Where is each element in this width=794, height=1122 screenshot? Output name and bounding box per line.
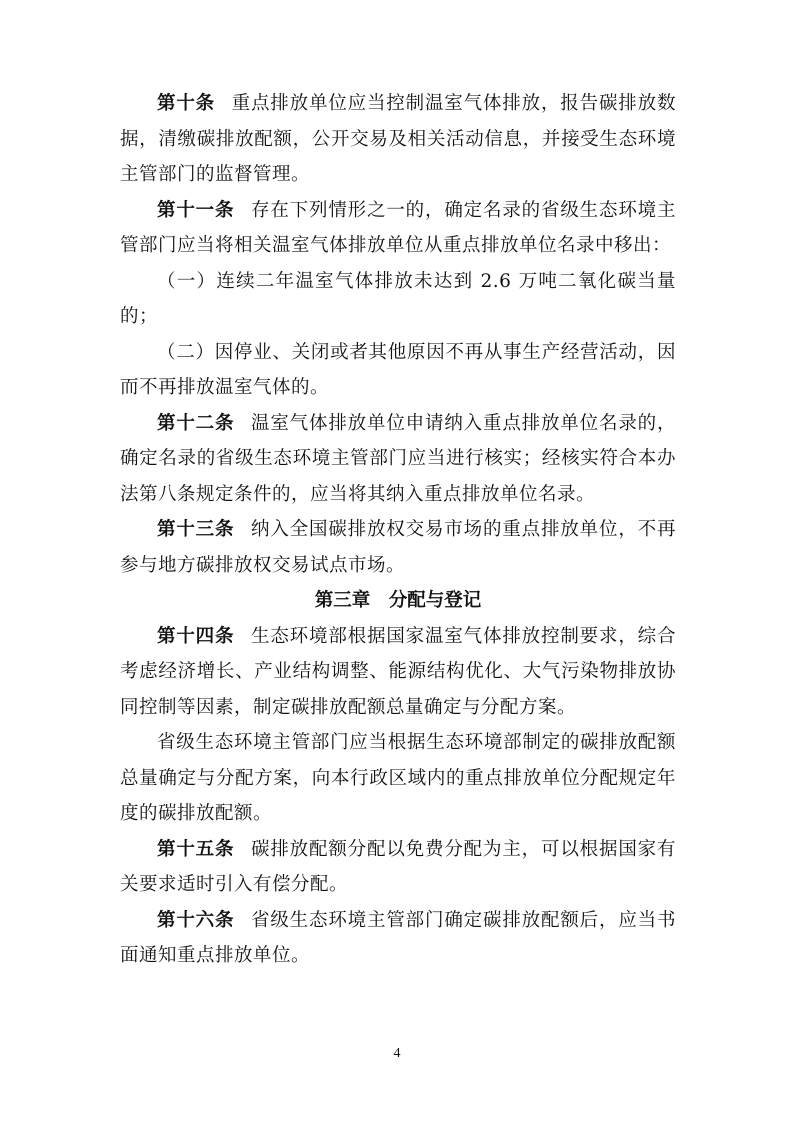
article-number: 第十一条	[157, 199, 235, 221]
chapter-title: 第三章 分配与登记	[314, 590, 482, 611]
article-number: 第十二条	[157, 412, 235, 434]
article-13	[120, 512, 676, 583]
list-item-2	[120, 335, 676, 406]
list-item-text: （二）因停业、关闭或者其他原因不再从事生产经营活动，因而不再排放温室气体的。	[120, 341, 676, 398]
article-text: 碳排放配额分配以免费分配为主，可以根据国家有关要求适时引入有偿分配。	[120, 838, 676, 895]
article-14	[120, 619, 676, 726]
list-item-text: （一）连续二年温室气体排放未达到 2.6 万吨二氧化碳当量的；	[120, 270, 676, 327]
article-16	[120, 903, 676, 974]
article-text: 重点排放单位应当控制温室气体排放，报告碳排放数据，清缴碳排放配额，公开交易及相关活动信息，并接受生态环境主管部门的监督管理。	[120, 93, 676, 185]
article-11	[120, 193, 676, 264]
article-12	[120, 406, 676, 513]
article-text: 温室气体排放单位申请纳入重点排放单位名录的，确定名录的省级生态环境主管部门应当进行核实；经核实符合本办法第八条规定条件的，应当将其纳入重点排放单位名录。	[120, 412, 676, 505]
article-number: 第十四条	[157, 625, 235, 647]
article-number: 第十条	[157, 93, 215, 114]
page-number: 4	[393, 1046, 401, 1061]
document-body	[120, 86, 676, 974]
article-15	[120, 832, 676, 903]
article-text: 纳入全国碳排放权交易市场的重点排放单位，不再参与地方碳排放权交易试点市场。	[120, 519, 676, 576]
article-10	[120, 86, 676, 193]
article-number: 第十六条	[157, 909, 235, 931]
article-text: 生态环境部根据国家温室气体排放控制要求，综合考虑经济增长、产业结构调整、能源结构优化、大气污染物排放协同控制等因素，制定碳排放配额总量确定与分配方案。	[120, 625, 676, 718]
article-number: 第十五条	[157, 838, 235, 860]
article-text: 存在下列情形之一的，确定名录的省级生态环境主管部门应当将相关温室气体排放单位从重点排放单位名录中移出：	[120, 199, 676, 256]
list-item-1	[120, 264, 676, 335]
article-text: 省级生态环境主管部门确定碳排放配额后，应当书面通知重点排放单位。	[120, 909, 676, 966]
article-14-para-2	[120, 725, 676, 832]
article-number: 第十三条	[157, 519, 235, 540]
article-text: 省级生态环境主管部门应当根据生态环境部制定的碳排放配额总量确定与分配方案，向本行政区域内的重点排放单位分配规定年度的碳排放配额。	[120, 732, 676, 824]
